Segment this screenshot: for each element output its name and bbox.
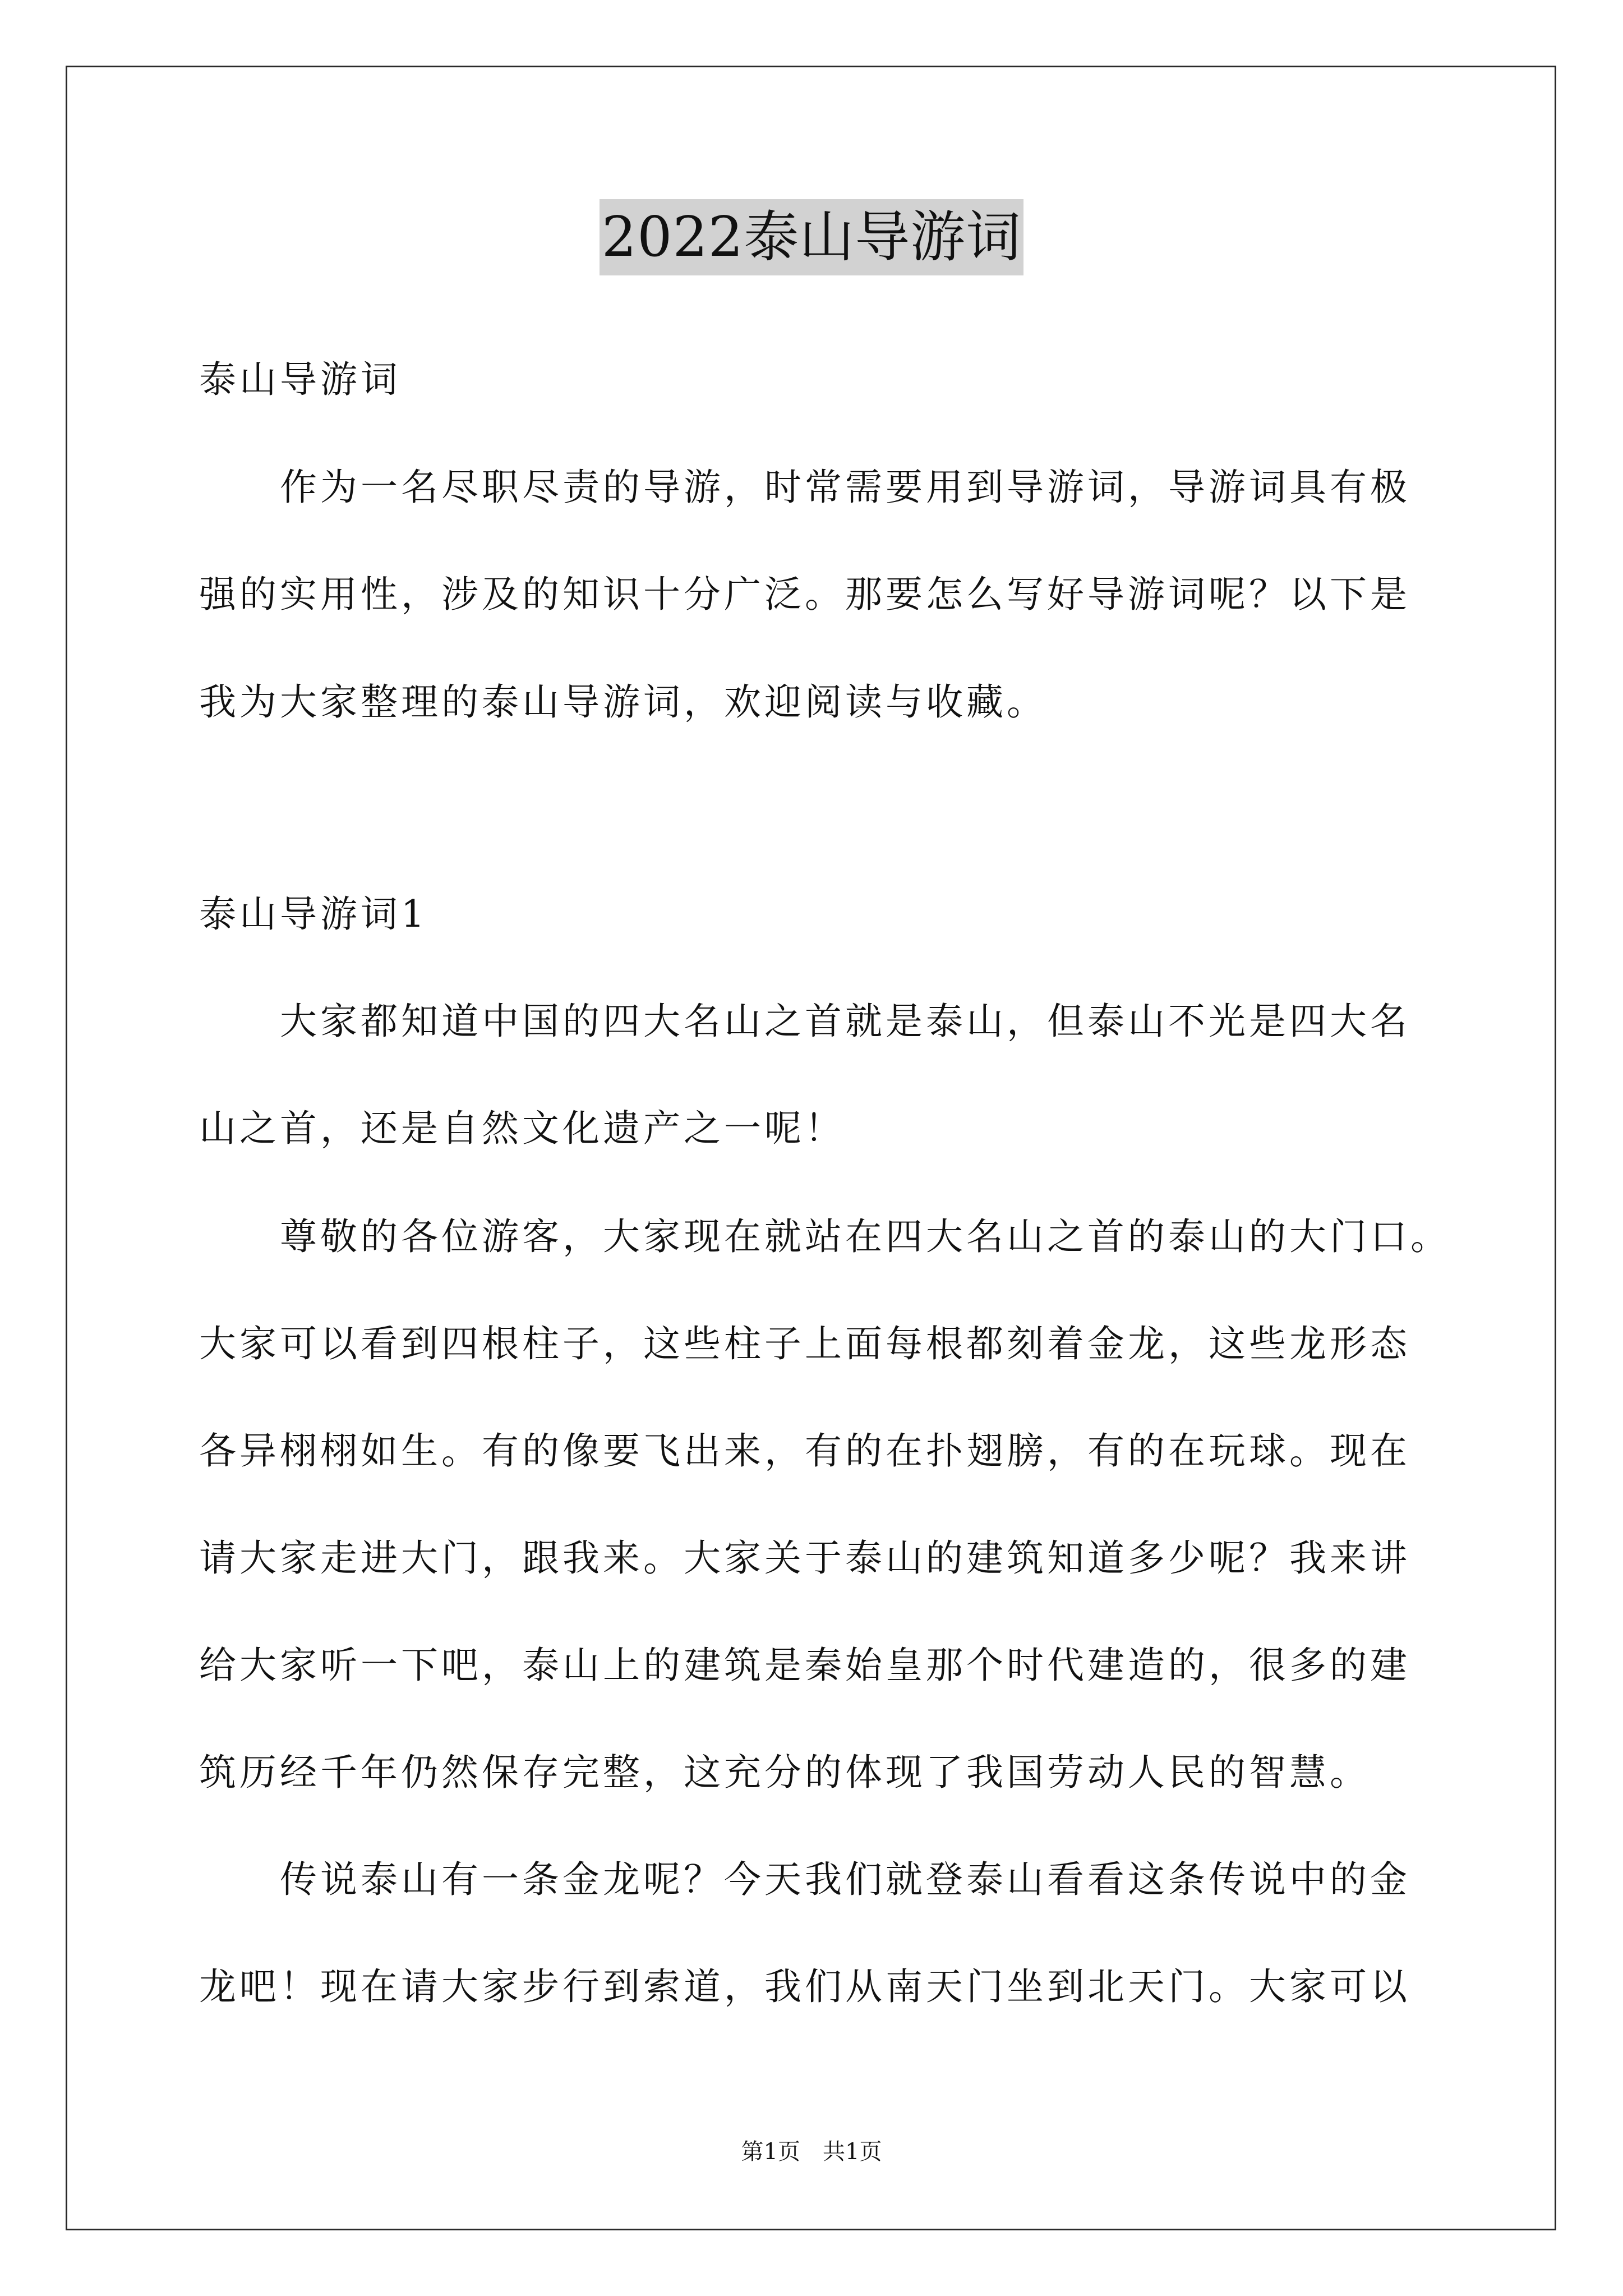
paragraph-line: 给大家听一下吧，泰山上的建筑是秦始皇那个时代建造的，很多的建 xyxy=(199,1644,1410,1687)
paragraph-line: 尊敬的各位游客，大家现在就站在四大名山之首的泰山的大门口。 xyxy=(199,1215,1451,1258)
paragraph-line: 传说泰山有一条金龙呢？今天我们就登泰山看看这条传说中的金 xyxy=(199,1858,1410,1901)
paragraph-line: 请大家走进大门，跟我来。大家关于泰山的建筑知道多少呢？我来讲 xyxy=(199,1536,1410,1580)
paragraph-line: 强的实用性，涉及的知识十分广泛。那要怎么写好导游词呢？以下是 xyxy=(199,573,1410,616)
paragraph-line: 作为一名尽职尽责的导游，时常需要用到导游词，导游词具有极 xyxy=(199,466,1410,509)
paragraph-line: 大家可以看到四根柱子，这些柱子上面每根都刻着金龙，这些龙形态 xyxy=(199,1322,1410,1365)
title-container xyxy=(0,199,1623,275)
page-footer: 第1页 共1页 xyxy=(741,2139,882,2165)
document-title: 2022泰山导游词 xyxy=(600,199,1023,275)
subheading-intro: 泰山导游词 xyxy=(199,358,401,401)
subheading-section-1: 泰山导游词1 xyxy=(199,892,428,936)
paragraph-line: 筑历经千年仍然保存完整，这充分的体现了我国劳动人民的智慧。 xyxy=(199,1751,1370,1794)
paragraph-line: 山之首，还是自然文化遗产之一呢！ xyxy=(199,1107,845,1150)
paragraph-line: 大家都知道中国的四大名山之首就是泰山，但泰山不光是四大名 xyxy=(199,1000,1410,1043)
paragraph-line: 各异栩栩如生。有的像要飞出来，有的在扑翅膀，有的在玩球。现在 xyxy=(199,1429,1410,1473)
paragraph-line: 龙吧！现在请大家步行到索道，我们从南天门坐到北天门。大家可以 xyxy=(199,1965,1410,2008)
paragraph-line: 我为大家整理的泰山导游词，欢迎阅读与收藏。 xyxy=(199,680,1047,724)
